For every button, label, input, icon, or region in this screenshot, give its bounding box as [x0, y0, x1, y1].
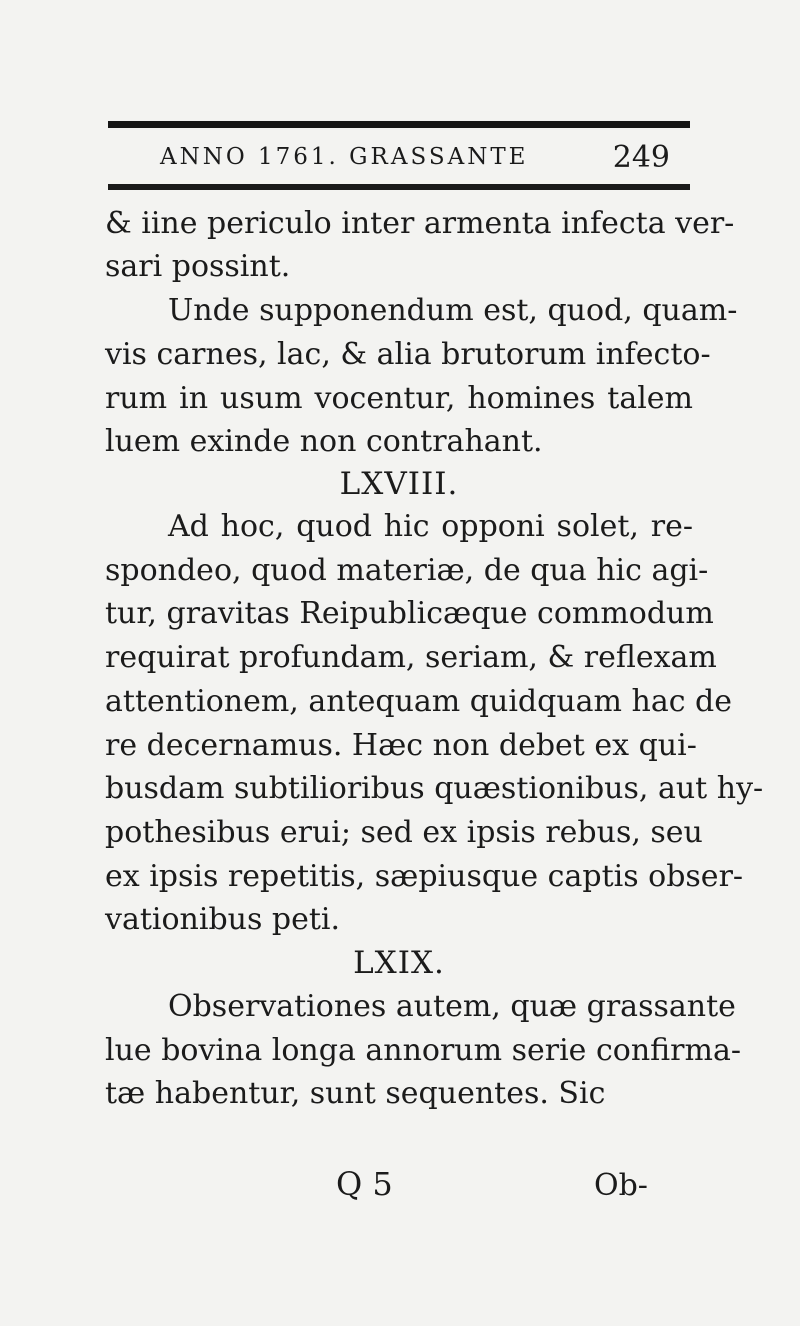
text-line: rum in usum vocentur, homines talem: [105, 381, 693, 416]
text-line: lue bovina longa annorum serie confirma-: [105, 1033, 741, 1068]
text-line: Ad hoc, quod hic opponi solet, re-: [168, 509, 693, 544]
header-rule-bottom: [108, 184, 690, 190]
text-line: requirat profundam, seriam, & reflexam: [105, 640, 717, 675]
text-line: tæ habentur, sunt sequentes. Sic: [105, 1076, 606, 1111]
text-line: busdam subtilioribus quæstionibus, aut hy-: [105, 771, 764, 806]
text-line: attentionem, antequam quidquam hac de: [105, 684, 733, 719]
text-line: & iine periculo inter armenta infecta ver-: [105, 206, 735, 241]
section-heading: LXIX.: [353, 945, 445, 981]
text-line: Observationes autem, quæ grassante: [168, 989, 736, 1024]
section-heading: LXVIII.: [339, 466, 459, 502]
running-title: ANNO 1761. GRASSANTE: [160, 144, 529, 170]
text-line: vis carnes, lac, & alia brutorum infecto-: [105, 337, 711, 372]
text-line: sari possint.: [105, 249, 291, 284]
page-number: 249: [612, 140, 670, 175]
text-line: re decernamus. Hæc non debet ex qui-: [105, 728, 697, 763]
text-line: tur, gravitas Reipublicæque commodum: [105, 596, 714, 631]
text-line: ex ipsis repetitis, sæpiusque captis obser-: [105, 859, 744, 894]
signature-mark: Q 5: [336, 1165, 393, 1203]
text-line: Unde supponendum est, quod, quam-: [168, 293, 738, 328]
text-line: luem exinde non contrahant.: [105, 424, 543, 459]
header-rule-top: [108, 121, 690, 128]
text-line: vationibus peti.: [105, 902, 341, 937]
catchword: Ob-: [594, 1168, 648, 1203]
text-line: spondeo, quod materiæ, de qua hic agi-: [105, 553, 709, 588]
running-header: [110, 140, 690, 176]
text-line: pothesibus erui; sed ex ipsis rebus, seu: [105, 815, 703, 850]
